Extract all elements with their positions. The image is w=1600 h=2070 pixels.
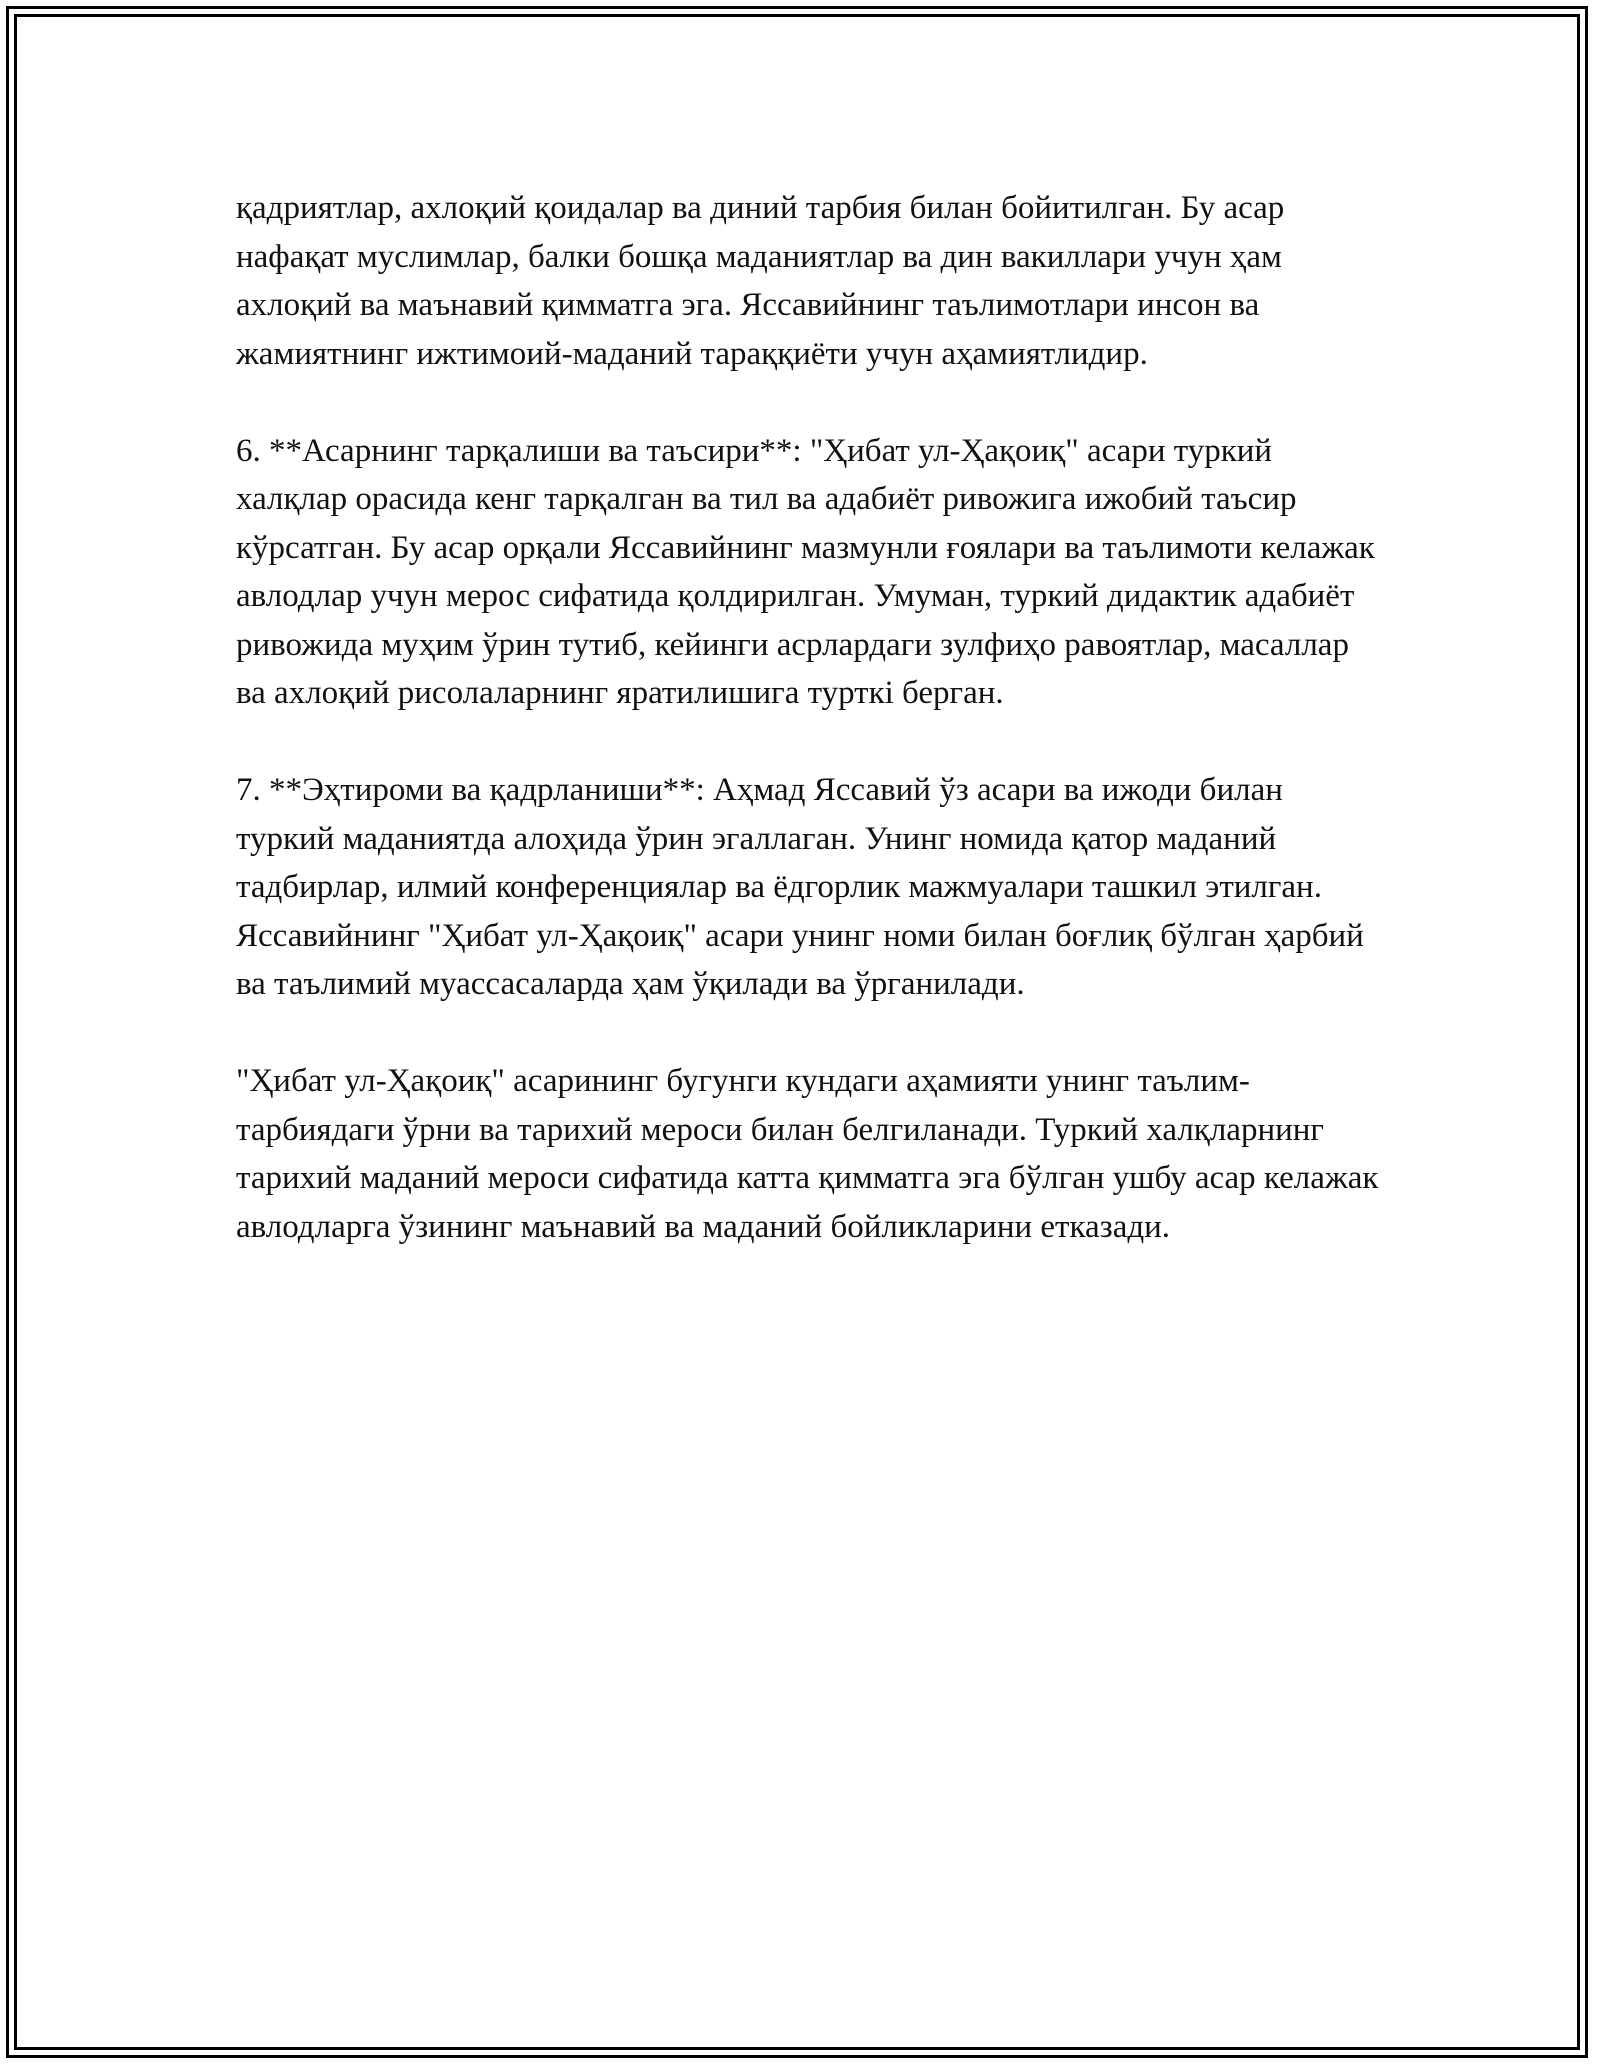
paragraph-values: қадриятлар, ахлоқий қоидалар ва диний тарбия билан бойитилган. Бу асар нафақат муслимлар, балки бошқа маданиятлар ва дин вакиллари учун ҳам ахлоқий ва маънавий қимматга эга. Яссавийнинг таълимотлари инсон ва жамиятнинг ижтимоий-маданий тараққиёти учун аҳамиятлидир. [236, 190, 1285, 372]
paragraph-section-7: 7. **Эҳтироми ва қадрланиши**: Аҳмад Яссавий ўз асари ва ижоди билан туркий маданиятда алоҳида ўрин эгаллаган. Унинг номида қатор маданий тадбирлар, илмий конференциялар ва ёдгорлик мажмуалари ташкил этилган. Яссавийнинг "Ҳибат ул-Ҳақоиқ" асари унинг номи билан боғлиқ бўлган ҳарбий ва таълимий муассасаларда ҳам ўқилади ва ўрганилади. [236, 772, 1364, 1002]
paragraph-conclusion: "Ҳибат ул-Ҳақоиқ" асарининг бугунги кундаги аҳамияти унинг таълим-тарбиядаги ўрни ва тарихий мероси билан белгиланади. Туркий халқларнинг тарихий маданий мероси сифатида катта қимматга эга бўлган ушбу асар келажак авлодларга ўзининг маънавий ва маданий бойликларини етказади. [236, 1063, 1379, 1245]
paragraph-section-6: 6. **Асарнинг тарқалиши ва таъсири**: "Ҳибат ул-Ҳақоиқ" асари туркий халқлар орасида кенг тарқалган ва тил ва адабиёт ривожига ижобий таъсир кўрсатган. Бу асар орқали Яссавийнинг мазмунли ғоялари ва таълимоти келажак авлодлар учун мерос сифатида қолдирилган. Умуман, туркий дидактик адабиёт ривожида муҳим ўрин тутиб, кейинги асрлардаги зулфиҳо равоятлар, масаллар ва ахлоқий рисолаларнинг яратилишига турткі берган. [236, 432, 1375, 711]
document-body [236, 184, 1386, 1251]
